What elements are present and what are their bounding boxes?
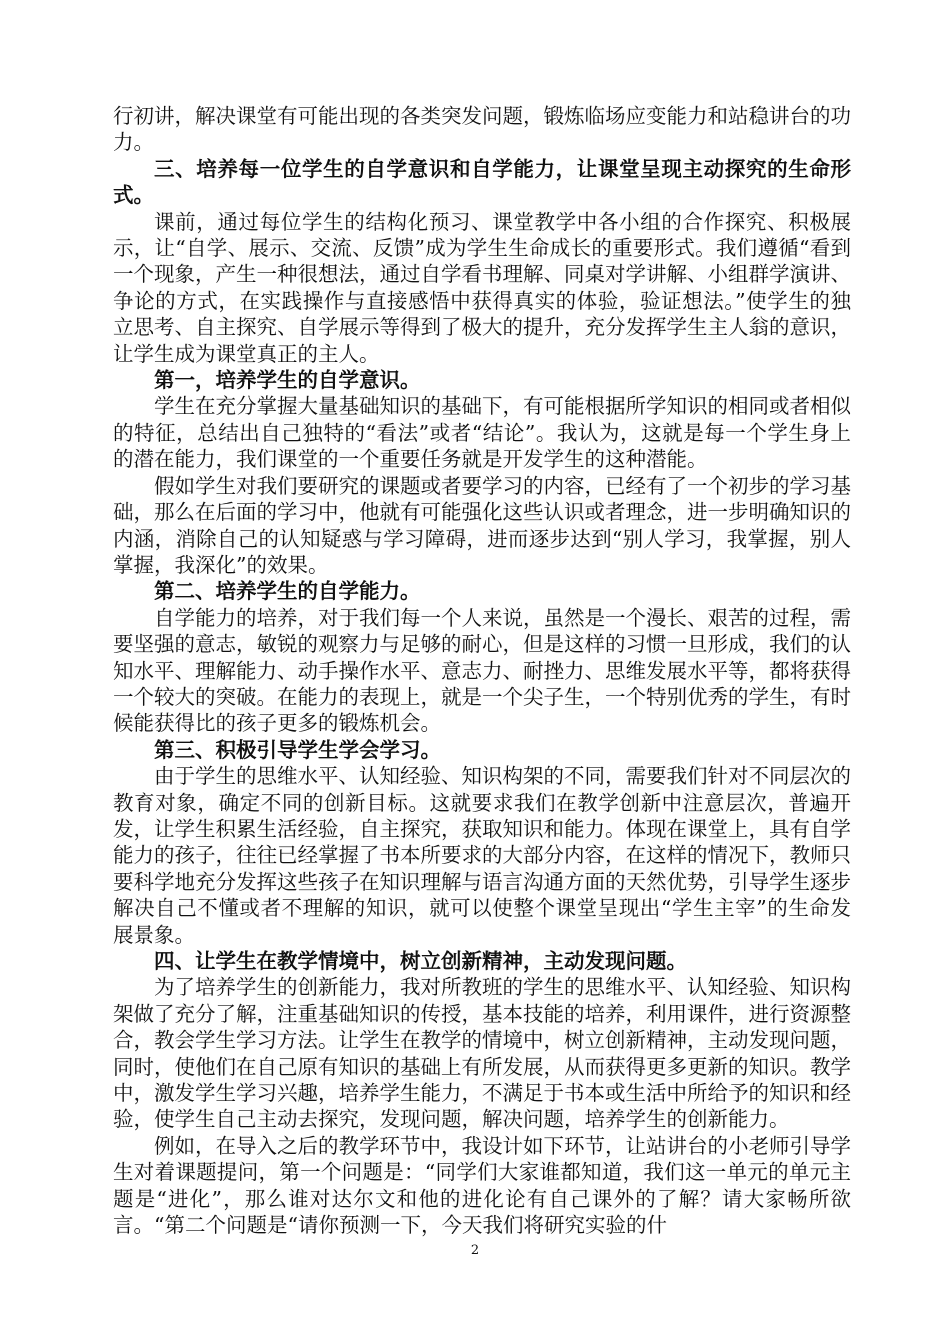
paragraph: 学生在充分掌握大量基础知识的基础下，有可能根据所学知识的相同或者相似的特征，总结出自己独特的“看法”或者“结论”。我认为，这就是每一个学生身上的潜在能力，我们课堂的一个重要任务就是开发学生的这种潜能。 (113, 394, 851, 472)
paragraph: 假如学生对我们要研究的课题或者要学习的内容，已经有了一个初步的学习基础，那么在后面的学习中，他就有可能强化这些认识或者理念，进一步明确知识的内涵，消除自己的认知疑惑与学习障碍，进而逐步达到“别人学习，我掌握，别人掌握，我深化”的效果。 (113, 473, 851, 577)
document-page (113, 103, 851, 1238)
section-heading: 三、培养每一位学生的自学意识和自学能力，让课堂呈现主动探究的生命形式。 (113, 156, 851, 208)
paragraph: 自学能力的培养，对于我们每一个人来说，虽然是一个漫长、艰苦的过程，需要坚强的意志，敏锐的观察力与足够的耐心，但是这样的习惯一旦形成，我们的认知水平、理解能力、动手操作水平、意志力、耐挫力、思维发展水平等，都将获得一个较大的突破。在能力的表现上，就是一个尖子生，一个特别优秀的学生，有时候能获得比的孩子更多的锻炼机会。 (113, 605, 851, 736)
paragraph: 例如，在导入之后的教学环节中，我设计如下环节，让站讲台的小老师引导学生对着课题提问，第一个问题是：“同学们大家谁都知道，我们这一单元的单元主题是“进化”，那么谁对达尔文和他的进化论有自己课外的了解？请大家畅所欲言。“第二个问题是“请你预测一下，今天我们将研究实验的什 (113, 1133, 851, 1238)
subsection-heading: 第一，培养学生的自学意识。 (154, 368, 421, 393)
page-number: 2 (470, 1243, 480, 1258)
subsection-heading: 第三、积极引导学生学会学习。 (154, 737, 441, 762)
paragraph: 由于学生的思维水平、认知经验、知识构架的不同，需要我们针对不同层次的教育对象，确定不同的创新目标。这就要求我们在教学创新中注意层次，普遍开发，让学生积累生活经验，自主探究，获取知识和能力。体现在课堂上，具有自学能力的孩子，往往已经掌握了书本所要求的大部分内容，在这样的情况下，教师只要科学地充分发挥这些孩子在知识理解与语言沟通方面的天然优势，引导学生逐步解决自己不懂或者不理解的知识，就可以使整个课堂呈现出“学生主宰”的生命发展景象。 (113, 764, 851, 947)
subsection-heading: 第二、培养学生的自学能力。 (154, 579, 421, 604)
paragraph: 行初讲，解决课堂有可能出现的各类突发问题，锻炼临场应变能力和站稳讲台的功力。 (113, 104, 851, 155)
paragraph: 为了培养学生的创新能力，我对所教班的学生的思维水平、认知经验、知识构架做了充分了解，注重基础知识的传授，基本技能的培养，利用课件，进行资源整合，教会学生学习方法。让学生在教学的情境中，树立创新精神，主动发现问题，同时，使他们在自己原有知识的基础上有所发展，从而获得更多更新的知识。教学中，激发学生学习兴趣，培养学生能力，不满足于书本或生活中所给予的知识和经验，使学生自己主动去探究，发现问题，解决问题，培养学生的创新能力。 (113, 975, 851, 1132)
paragraph: 课前，通过每位学生的结构化预习、课堂教学中各小组的合作探究、积极展示，让“自学、展示、交流、反馈”成为学生生命成长的重要形式。我们遵循“看到一个现象，产生一种很想法，通过自学看书理解、同桌对学讲解、小组群学演讲、争论的方式，在实践操作与直接感悟中获得真实的体验，验证想法。”使学生的独立思考、自主探究、自学展示等得到了极大的提升，充分发挥学生主人翁的意识，让学生成为课堂真正的主人。 (113, 209, 851, 366)
section-heading: 四、让学生在教学情境中，树立创新精神，主动发现问题。 (154, 949, 687, 973)
